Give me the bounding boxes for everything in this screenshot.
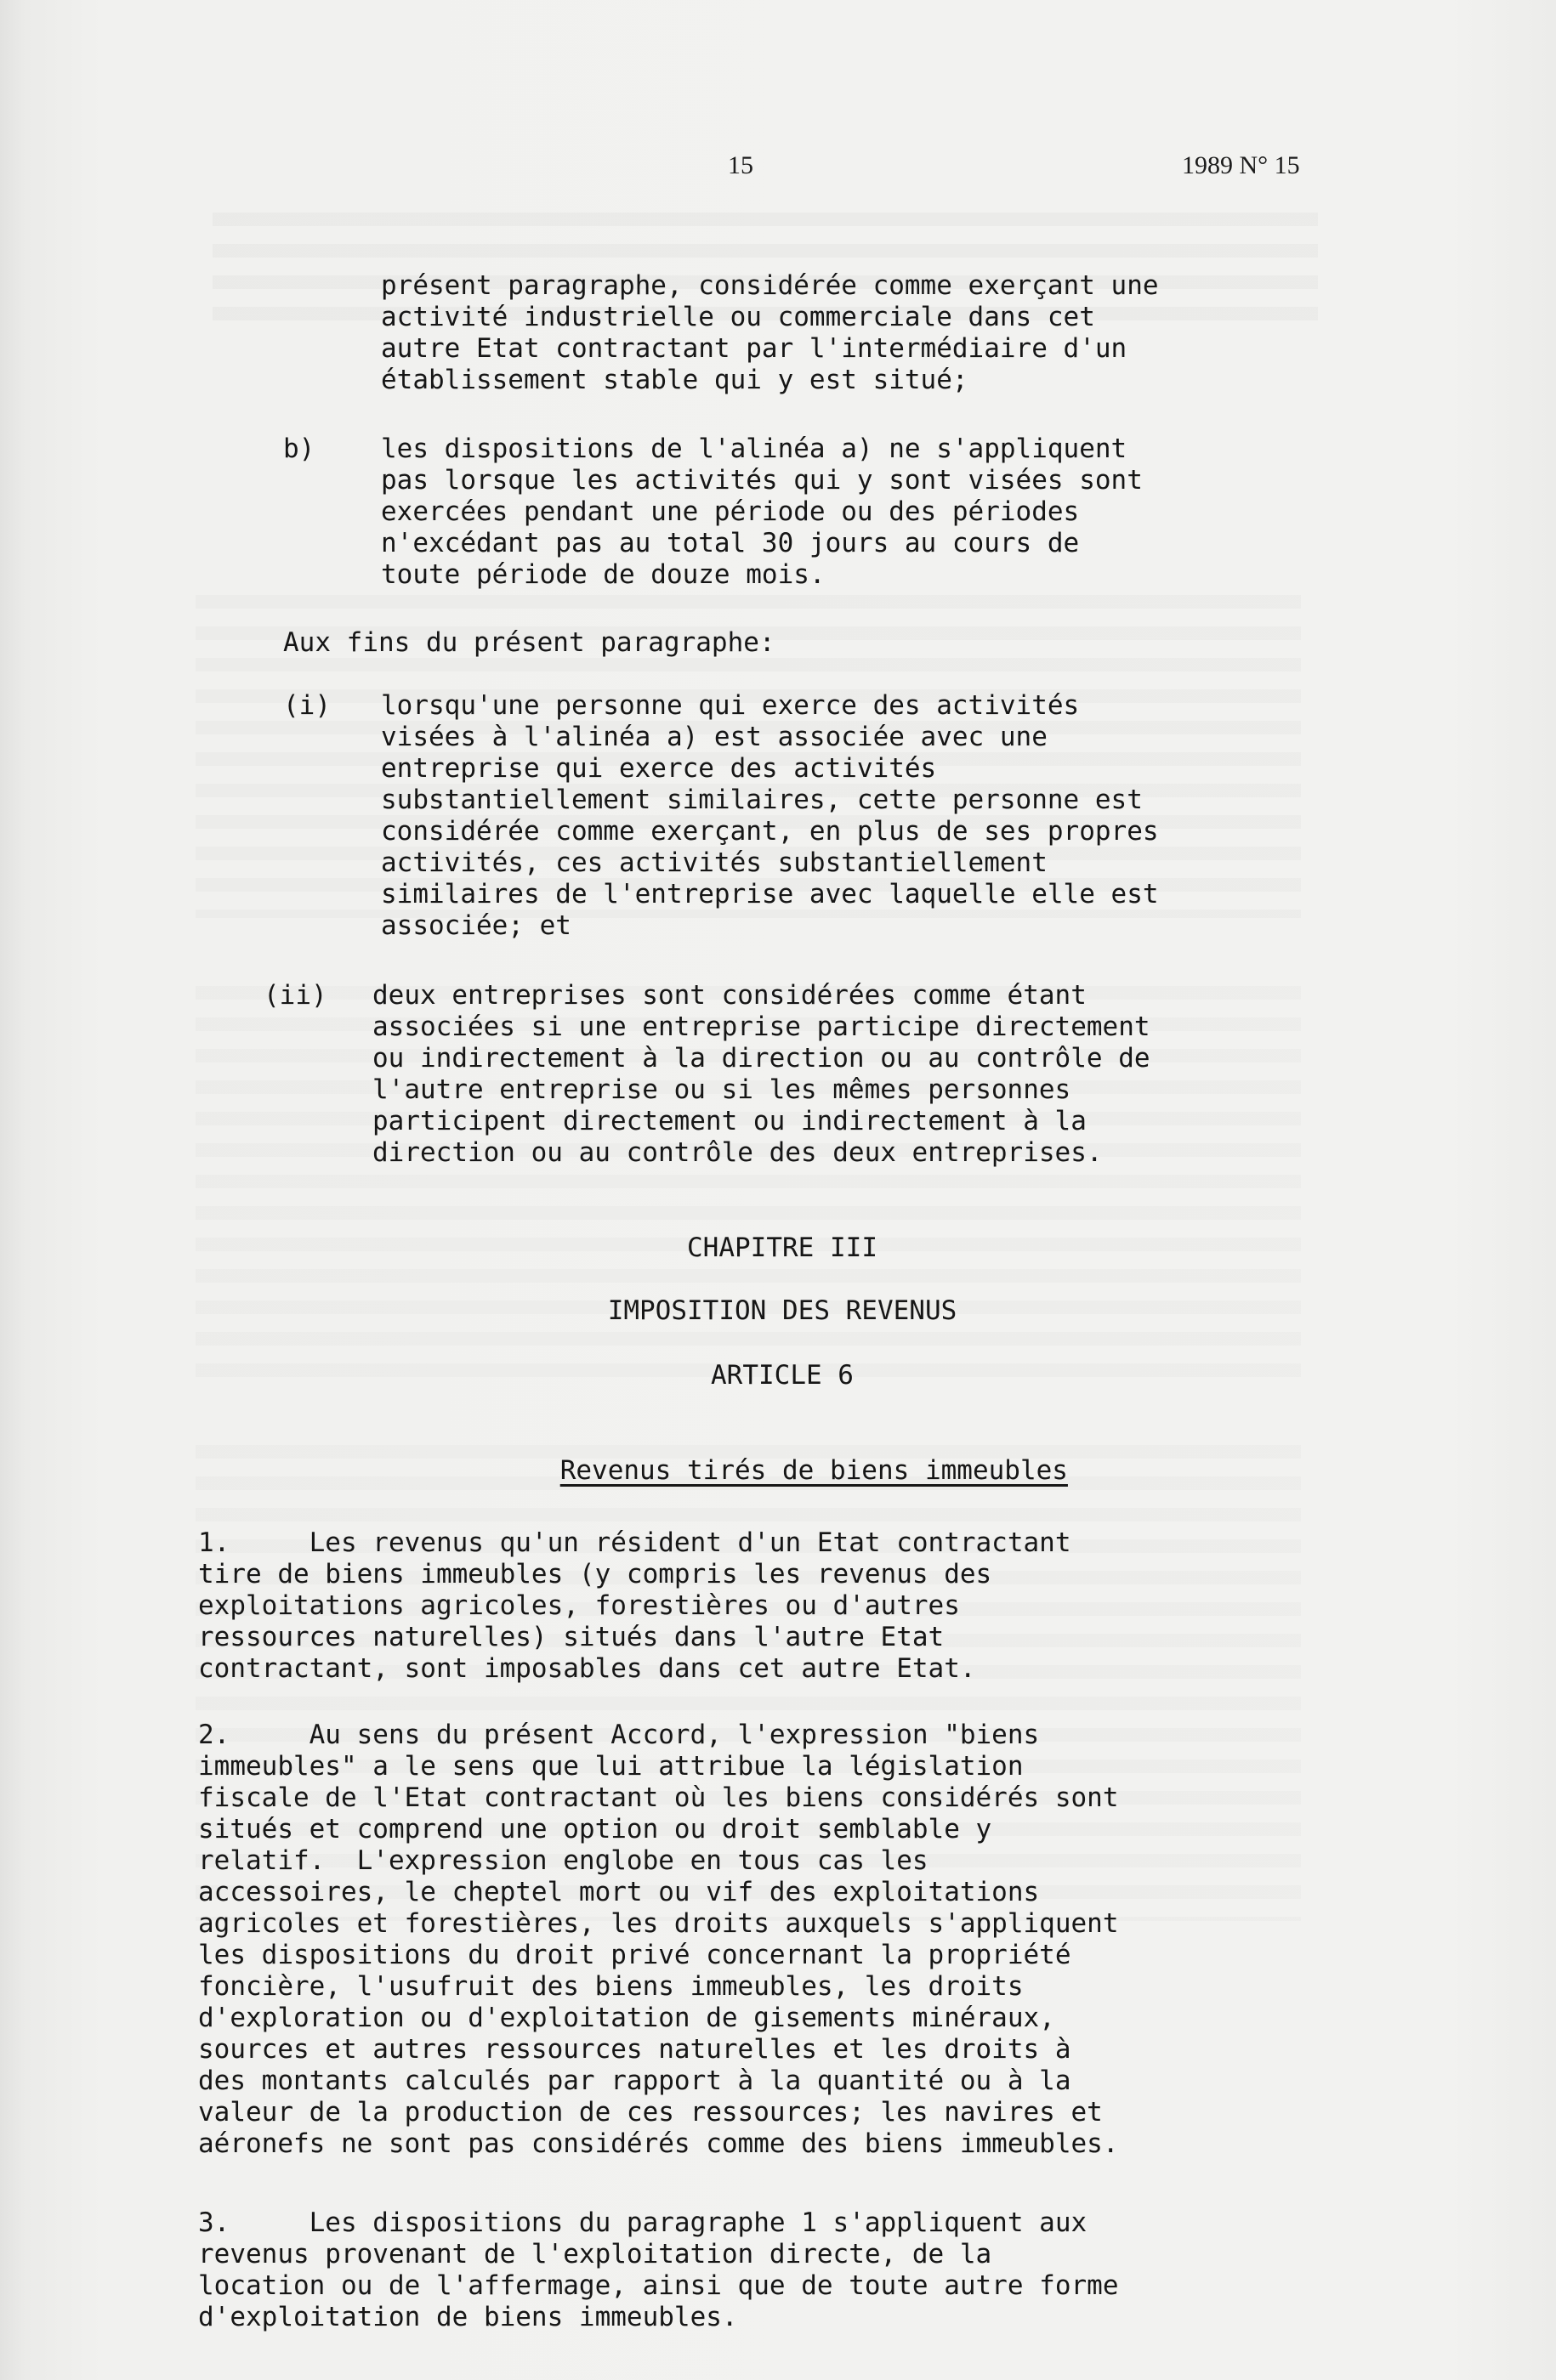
paragraph-1: 1. Les revenus qu'un résident d'un Etat contractant tire de biens immeubles (y compris les revenus des exploitations agricoles, forestières ou d'autres ressources naturelles) situés dans l'autre Etat contractant, sont imposables dans cet autre Etat.: [198, 1527, 1071, 1684]
page-number: 15: [728, 151, 753, 179]
document-year-number: 1989 N° 15: [1182, 151, 1300, 179]
item-i-text: lorsqu'une personne qui exerce des activités visées à l'alinéa a) est associée avec une entreprise qui exerce des activités substantiellement similaires, cette personne est considérée comme exerçant, en plus de ses propres activités, ces activités substantiellement similaires de l'entreprise avec laquelle elle est associée; et: [381, 690, 1159, 941]
item-i-label: (i): [283, 690, 331, 721]
item-b-label: b): [283, 434, 315, 464]
item-ii-label: (ii): [264, 980, 327, 1011]
paragraph-3: 3. Les dispositions du paragraphe 1 s'appliquent aux revenus provenant de l'exploitation directe, de la location ou de l'affermage, ainsi que de toute autre forme d'exploitation de biens immeubles.: [198, 2207, 1119, 2332]
article-title: [0, 1424, 1556, 1518]
chapter-heading: CHAPITRE III: [687, 1232, 877, 1263]
paragraph-2: 2. Au sens du présent Accord, l'expression "biens immeubles" a le sens que lui attribue la législation fiscale de l'Etat contractant où les biens considérés sont situés et comprend une option ou droit semblable y relatif. L'expression englobe en tous cas les accessoires, le cheptel mort ou vif des exploitations agricoles et forestières, les droits auxquels s'appliquent les dispositions du droit privé concernant la propriété foncière, l'usufruit des biens immeubles, les droits d'exploration ou d'exploitation de gisements minéraux, sources et autres ressources naturelles et les droits à des montants calculés par rapport à la quantité ou à la valeur de la production de ces ressources; les navires et aéronefs ne sont pas considérés comme des biens immeubles.: [198, 1720, 1119, 2159]
article-heading: ARTICLE 6: [711, 1360, 854, 1391]
article-title-text: Revenus tirés de biens immeubles: [559, 1455, 1068, 1486]
purpose-intro: Aux fins du présent paragraphe:: [283, 627, 775, 658]
item-ii-text: deux entreprises sont considérées comme étant associées si une entreprise participe directement ou indirectement à la direction ou au contrôle de l'autre entreprise ou si les mêmes personnes participent directement ou indirectement à la direction ou au contrôle des deux entreprises.: [372, 980, 1150, 1168]
continuation-text: présent paragraphe, considérée comme exerçant une activité industrielle ou commerciale dans cet autre Etat contractant par l'intermédiaire d'un établissement stable qui y est situé;: [381, 270, 1159, 395]
item-b-text: les dispositions de l'alinéa a) ne s'appliquent pas lorsque les activités qui y sont visées sont exercées pendant une période ou des périodes n'excédant pas au total 30 jours au cours de toute période de douze mois.: [381, 434, 1143, 590]
chapter-title: IMPOSITION DES REVENUS: [607, 1295, 957, 1326]
